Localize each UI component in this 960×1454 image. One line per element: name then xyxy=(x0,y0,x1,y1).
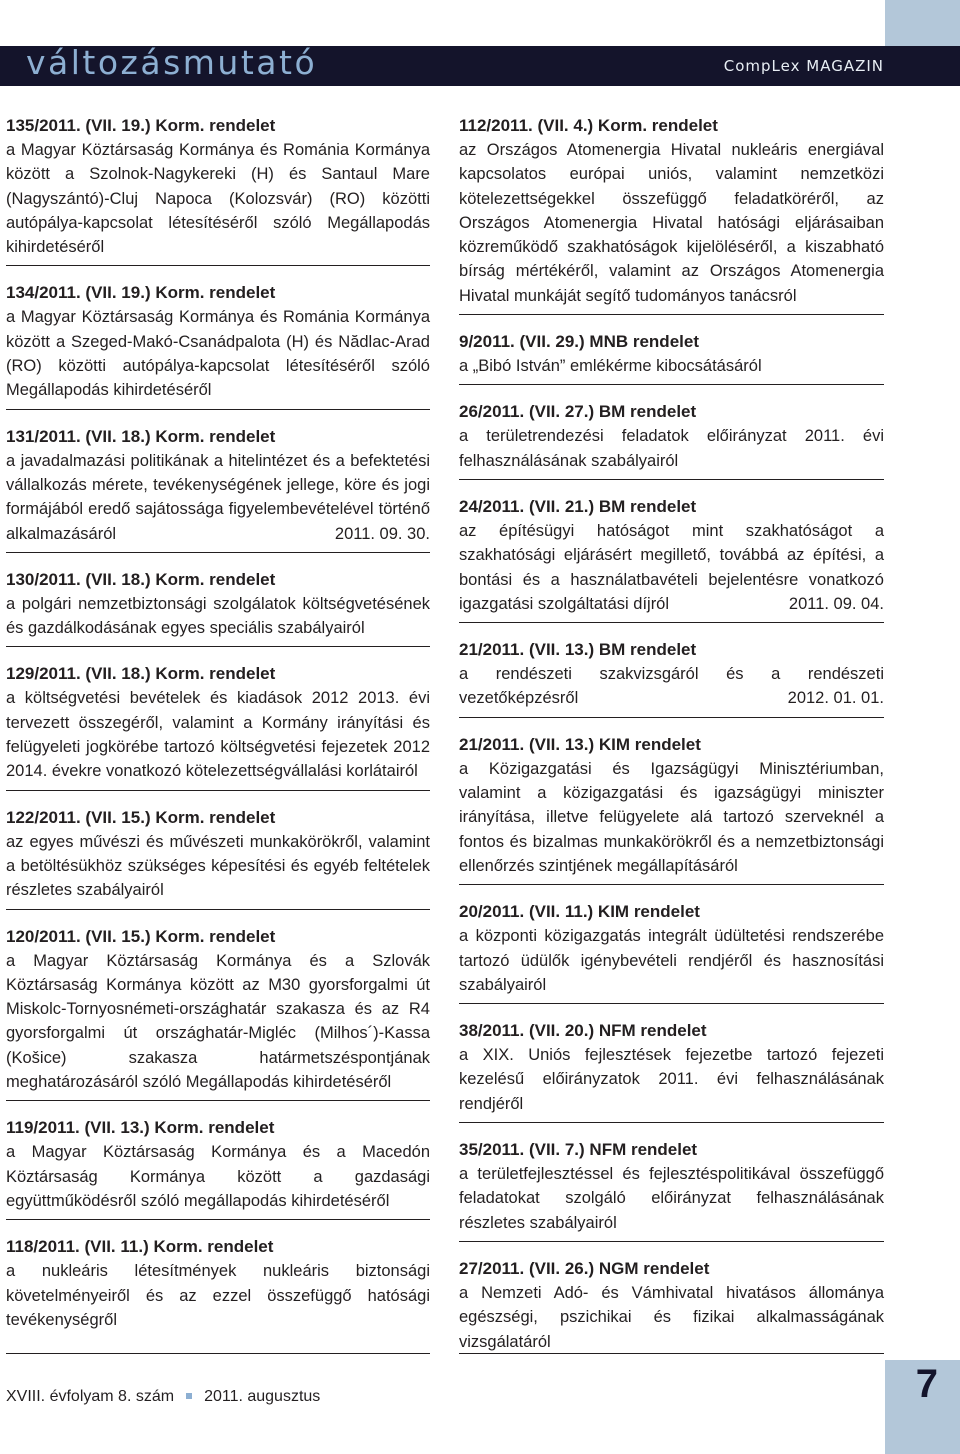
entry-title: 118/2011. (VII. 11.) Korm. rendelet xyxy=(6,1237,274,1257)
legislation-entry xyxy=(6,926,430,1102)
legislation-entry xyxy=(6,1236,430,1338)
legislation-entry xyxy=(459,401,884,480)
entry-text: a területrendezési feladatok előirányzat 2011. évi felhasználásának szabályairól xyxy=(459,427,884,470)
entry-text: a Magyar Köztársaság Kormánya és a Szlovák Köztársaság Kormánya között az M30 gyorsforgalmi út Miskolc-Tornyosnémeti-országhatár szakasza és az R4 gyorsforgalmi út országhatár-Migléc (Milhos´)-Kassa (Košice) szakasza határmetszéspontjának meghatározásáról szóló Megállapodás kihirdetéséről xyxy=(6,951,430,1092)
entry-description xyxy=(459,424,884,473)
section-title: változásmutató xyxy=(26,43,318,82)
entry-description xyxy=(459,519,884,616)
entry-title: 122/2011. (VII. 15.) Korm. rendelet xyxy=(6,807,276,827)
footer-volume: XVIII. évfolyam 8. szám xyxy=(6,1388,175,1405)
entry-description xyxy=(459,757,884,878)
entry-text: a „Bibó István” emlékérme kibocsátásáról xyxy=(459,357,762,376)
legislation-entry xyxy=(459,331,884,385)
entry-title: 134/2011. (VII. 19.) Korm. rendelet xyxy=(6,283,276,303)
legislation-entry xyxy=(459,1258,884,1360)
entry-title: 21/2011. (VII. 13.) KIM rendelet xyxy=(459,734,701,754)
entry-text: a javadalmazási politikának a hitelintézet és a befektetési vállalkozás mérete, tevékenységének jellege, köre és jogi formájából eredő sajátossága figyelembevételével történő alkalmazásáról xyxy=(6,451,430,543)
entry-text: az egyes művészi és művészeti munkakörökről, valamint a betöltésükhöz szükséges képesítési és egyéb feltételek részletes szabályairól xyxy=(6,832,430,900)
entry-title: 135/2011. (VII. 19.) Korm. rendelet xyxy=(6,116,276,135)
entry-title: 120/2011. (VII. 15.) Korm. rendelet xyxy=(6,926,276,946)
page-number-box xyxy=(885,1360,960,1454)
legislation-entry xyxy=(459,1020,884,1123)
legislation-entry xyxy=(6,807,430,910)
legislation-entry xyxy=(459,901,884,1004)
entry-text: a XIX. Uniós fejlesztések fejezetbe tartozó fejezeti kezelésű előirányzatok 2011. évi felhasználásának rendjéről xyxy=(459,1046,884,1113)
entry-text: az építésügyi hatóságot mint szakhatóságot a szakhatósági eljárásért megillető, továbbá az építési, a bontási és a használatbavételi bejelentésre vonatkozó igazgatási szolgáltatási díjról xyxy=(459,521,884,613)
magazine-name: CompLex MAGAZIN xyxy=(723,57,884,75)
entry-description xyxy=(459,662,884,711)
entry-description xyxy=(6,305,430,402)
entry-text: a rendészeti szakvizsgáról és a rendészeti vezetőképzésről xyxy=(459,665,884,708)
effective-date: 2011. 09. 30. xyxy=(334,524,430,543)
entry-description xyxy=(6,449,430,546)
entry-title: 20/2011. (VII. 11.) KIM rendelet xyxy=(459,902,700,922)
effective-date: 2011. 09. 04. xyxy=(788,594,884,613)
effective-date: 2012. 01. 01. xyxy=(787,689,884,708)
entry-description xyxy=(459,1162,884,1235)
legislation-entry xyxy=(6,1117,430,1220)
legislation-entry xyxy=(6,569,430,648)
footer-date: 2011. augusztus xyxy=(204,1388,321,1405)
entry-description xyxy=(459,924,884,997)
entry-description xyxy=(6,1140,430,1213)
entry-text: a Magyar Köztársaság Kormánya és a Macedón Köztársaság Kormánya között a gazdasági együttműködésről szóló megállapodás kihirdetéséről xyxy=(6,1143,430,1210)
legislation-entry xyxy=(459,1139,884,1242)
entry-description xyxy=(459,138,884,308)
entry-title: 35/2011. (VII. 7.) NFM rendelet xyxy=(459,1140,698,1160)
bullet-square-icon xyxy=(186,1393,192,1399)
entry-text: a központi közigazgatás integrált üdültetési rendszerébe tartozó üdülők igénybevételi rendjéről és hasznosítási szabályairól xyxy=(459,927,884,994)
entry-description xyxy=(6,1259,430,1332)
entry-text: a polgári nemzetbiztonsági szolgálatok költségvetésének és gazdálkodásának egyes speciális szabályairól xyxy=(6,594,430,638)
entry-title: 27/2011. (VII. 26.) NGM rendelet xyxy=(459,1258,710,1278)
entry-title: 119/2011. (VII. 13.) Korm. rendelet xyxy=(6,1118,275,1138)
legislation-entry xyxy=(6,426,430,553)
entry-text: a nukleáris létesítmények nukleáris biztonsági követelményeiről és az ezzel összefüggő hatósági tevékenységről xyxy=(6,1262,430,1329)
legislation-entry xyxy=(6,115,430,266)
entry-description xyxy=(459,1043,884,1116)
entry-title: 9/2011. (VII. 29.) MNB rendelet xyxy=(459,332,699,352)
footer-divider xyxy=(459,1353,884,1354)
entry-text: a területfejlesztéssel és fejlesztéspolitikával összefüggő feladatokat szolgáló előirányzat felhasználásának részletes szabályairól xyxy=(459,1165,884,1232)
entry-title: 131/2011. (VII. 18.) Korm. rendelet xyxy=(6,426,276,446)
entry-text: a költségvetési bevételek és kiadások 2012 2013. évi tervezett összegéről, valamint a Kormány irányítási és felügyeleti jogkörébe tartozó költségvetési fejezetek 2012 2014. évekre vonatkozó kötelezettségvállalási korlátairól xyxy=(6,689,430,781)
entry-description xyxy=(6,138,430,259)
legislation-entry xyxy=(6,663,430,790)
entry-description xyxy=(6,592,430,641)
legislation-entry xyxy=(459,496,884,623)
entry-text: a Nemzeti Adó- és Vámhivatal hivatásos állománya egészségi, pszichikai és fizikai alkalmasságának vizsgálatáról xyxy=(459,1283,884,1351)
page-number: 7 xyxy=(915,1362,938,1406)
entry-description xyxy=(459,354,884,378)
entry-text: a Magyar Köztársaság Kormánya és Románia Kormánya között a Szolnok-Nagykereki (H) és Santaul Mare (Nagyszántó)-Cluj Napoca (Kolozsvár) (RO) közötti autópálya-kapcsolat létesítéséről szóló Megállapodás kihirdetéséről xyxy=(6,141,430,257)
entry-text: az Országos Atomenergia Hivatal nukleáris energiával kapcsolatos európai uniós, valamint nemzetközi kötelezettségekkel összefüggő feladatköréről, az Országos Atomenergia Hivatal hatósági eljárásaiban közreműködő szakhatóságok kijelöléséről, a kiszabható bírság mértékéről, valamint az Országos Atomenergia Hivatal munkáját segítő tudományos tanácsról xyxy=(459,141,884,305)
entry-title: 129/2011. (VII. 18.) Korm. rendelet xyxy=(6,664,276,684)
entry-description xyxy=(6,830,430,903)
entry-text: a Magyar Köztársaság Kormánya és Románia Kormánya között a Szeged-Makó-Csanádpalota (H) és Nădlac-Arad (RO) közötti autópálya-kapcsolat létesítéséről szóló Megállapodás kihirdetéséről xyxy=(6,308,430,400)
legislation-entry xyxy=(459,115,884,315)
entry-title: 24/2011. (VII. 21.) BM rendelet xyxy=(459,496,697,516)
right-column xyxy=(459,115,884,1376)
footer xyxy=(6,1388,320,1406)
entry-text: a Közigazgatási és Igazságügyi Minisztériumban, valamint a közigazgatási és igazságügyi miniszter irányítása, illetve felügyelete alá tartozó szerveknél a fontos és bizalmas munkakörökről és a nemzetbiztonsági ellenőrzés szintjének megállapításáról xyxy=(459,759,884,875)
legislation-entry xyxy=(459,734,884,885)
legislation-entry xyxy=(6,282,430,409)
entry-title: 26/2011. (VII. 27.) BM rendelet xyxy=(459,402,697,422)
footer-divider xyxy=(6,1353,430,1354)
section-header xyxy=(0,43,960,86)
entry-title: 21/2011. (VII. 13.) BM rendelet xyxy=(459,640,697,660)
legislation-entry xyxy=(459,639,884,718)
entry-description xyxy=(6,949,430,1095)
entry-title: 38/2011. (VII. 20.) NFM rendelet xyxy=(459,1021,707,1041)
entry-title: 112/2011. (VII. 4.) Korm. rendelet xyxy=(459,116,718,135)
corner-decoration xyxy=(885,0,960,46)
entry-description xyxy=(459,1281,884,1354)
left-column xyxy=(6,115,430,1354)
entry-title: 130/2011. (VII. 18.) Korm. rendelet xyxy=(6,569,276,589)
entry-description xyxy=(6,686,430,783)
